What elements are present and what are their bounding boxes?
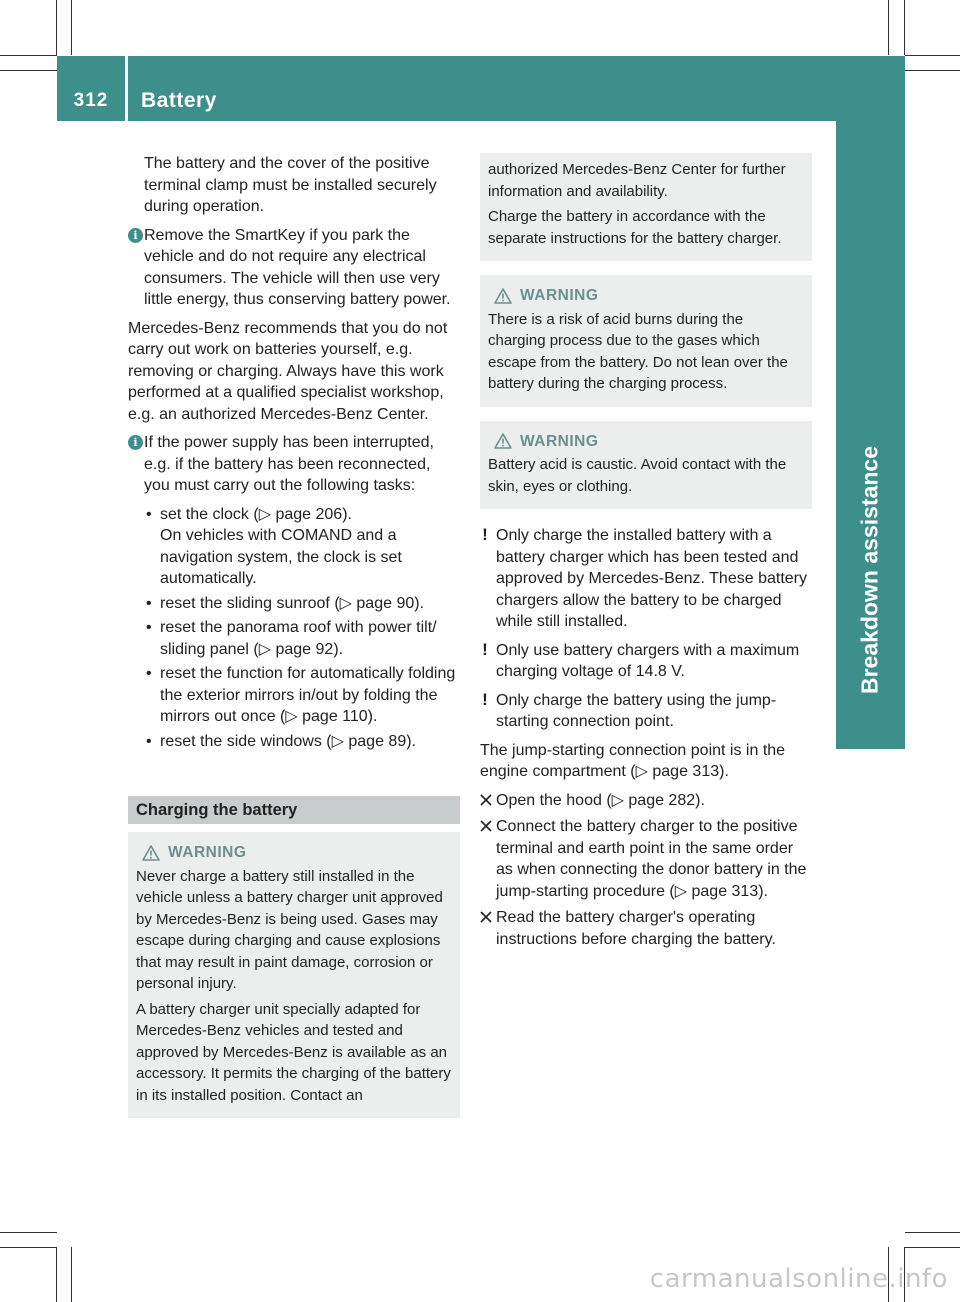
step-arrow-icon [480, 911, 492, 923]
list-item-text: reset the panorama roof with power tilt/ sliding panel (▷ page 92). [160, 619, 437, 658]
crop-mark [0, 1247, 57, 1248]
info-text: Remove the SmartKey if you park the vehicle and do not require any electrical consumers. The vehicle will then use very little energy, thus conserving battery power. [144, 226, 451, 308]
page-title: Battery [141, 89, 217, 112]
exclamation-icon: ! [482, 525, 488, 544]
list-item-text: reset the sliding sunroof (▷ page 90). [160, 594, 425, 612]
list-item-text: set the clock (▷ page 206). [160, 505, 352, 523]
warning-box [128, 832, 460, 1118]
note-text: Only charge the installed battery with a battery charger which has been tested and approved by Mercedes-Benz. These battery chargers allow the battery to be charged while still installed. [496, 527, 807, 630]
info-icon: i [128, 435, 143, 450]
warning-box [480, 275, 812, 407]
warning-triangle-icon [494, 433, 512, 449]
caution-note [480, 690, 812, 733]
note-text: Only use battery chargers with a maximum charging voltage of 14.8 V. [496, 641, 800, 680]
section-heading: Charging the battery [128, 796, 460, 824]
warning-text: There is a risk of acid burns during the charging process due to the gases which escape from the battery. Do not lean over the battery during the charging process. [488, 310, 788, 392]
step-text: Read the battery charger's operating instructions before charging the battery. [496, 909, 776, 948]
page-number: 312 [73, 90, 109, 111]
crop-mark [905, 1247, 960, 1248]
paragraph: The battery and the cover of the positive terminal clamp must be installed securely during operation. [144, 155, 437, 215]
caution-note [480, 525, 812, 633]
warning-text: Charge the battery in accordance with the separate instructions for the battery charger. [488, 208, 782, 247]
crop-mark [0, 1232, 57, 1233]
warning-header [488, 285, 804, 307]
crop-mark [71, 1247, 72, 1302]
warning-text: Battery acid is caustic. Avoid contact with the skin, eyes or clothing. [488, 456, 787, 495]
info-icon: i [128, 228, 143, 243]
warning-title: WARNING [520, 287, 599, 304]
list-item-text: reset the function for automatically folding the exterior mirrors in/out by folding the mirrors out once (▷ page 110). [160, 665, 456, 725]
crop-mark [56, 1247, 57, 1302]
warning-title: WARNING [520, 432, 599, 450]
info-note [128, 225, 460, 311]
info-text: If the power supply has been interrupted, e.g. if the battery has been reconnected, you must carry out the following tasks: [144, 434, 434, 494]
exclamation-icon: ! [482, 639, 488, 659]
header-divider [125, 56, 128, 121]
crop-mark [0, 55, 57, 56]
left-column [128, 153, 460, 1118]
warning-triangle-icon [494, 288, 512, 304]
warning-text: Never charge a battery still installed in the vehicle unless a battery charger unit approved by Mercedes-Benz is being used. Gases may escape during charging and cause explosions that may result in paint damage, corrosion or personal injury. [136, 867, 443, 992]
caution-note [480, 640, 812, 683]
crop-mark [904, 0, 905, 55]
step-arrow-icon [480, 820, 492, 832]
step-arrow-icon [480, 794, 492, 806]
list-item-subtext: On vehicles with COMAND and a navigation system, the clock is set automatically. [160, 527, 402, 587]
list-item [144, 663, 460, 728]
warning-header [136, 842, 452, 864]
crop-mark [71, 0, 72, 55]
crop-mark [888, 0, 889, 55]
instruction-step [480, 907, 812, 950]
list-item [144, 617, 460, 660]
warning-title: WARNING [168, 844, 247, 861]
paragraph: Mercedes-Benz recommends that you do not carry out work on batteries yourself, e.g. removing or charging. Always have this work performed at a qualified specialist workshop, e.g. an authorized Mercedes-Benz Center. [128, 319, 448, 423]
chapter-tab-text: Breakdown assistance [856, 445, 883, 695]
warning-box-continued [480, 153, 812, 261]
paragraph: The jump-starting connection point is in the engine compartment (▷ page 313). [480, 741, 786, 780]
info-note [128, 432, 460, 497]
step-text: Open the hood (▷ page 282). [496, 791, 705, 809]
page-header [57, 56, 905, 121]
instruction-step [480, 790, 812, 812]
task-list [128, 504, 460, 753]
step-text: Connect the battery charger to the positive terminal and earth point in the same order as when connecting the donor battery in the jump-starting procedure (▷ page 313). [496, 818, 807, 900]
crop-mark [905, 70, 960, 71]
list-item [144, 731, 460, 753]
watermark: carmanualsonline.info [649, 1264, 948, 1294]
crop-mark [905, 1232, 960, 1233]
warning-triangle-icon [142, 845, 160, 861]
instruction-step [480, 816, 812, 902]
exclamation-icon: ! [482, 689, 488, 709]
warning-box [480, 421, 812, 510]
warning-text: authorized Mercedes-Benz Center for further information and availability. [488, 161, 786, 200]
warning-text: A battery charger unit specially adapted for Mercedes-Benz vehicles and tested and approved by Mercedes-Benz is available as an accessory. It permits the charging of the battery in its installed position. Contact an [136, 1000, 451, 1104]
crop-mark [905, 55, 960, 56]
warning-header [488, 431, 804, 453]
list-item-text: reset the side windows (▷ page 89). [160, 732, 416, 750]
list-item [144, 593, 460, 615]
crop-mark [56, 0, 57, 55]
right-column [480, 153, 812, 955]
note-text: Only charge the battery using the jump-starting connection point. [496, 691, 777, 730]
crop-mark [0, 70, 57, 71]
list-item [144, 504, 460, 590]
